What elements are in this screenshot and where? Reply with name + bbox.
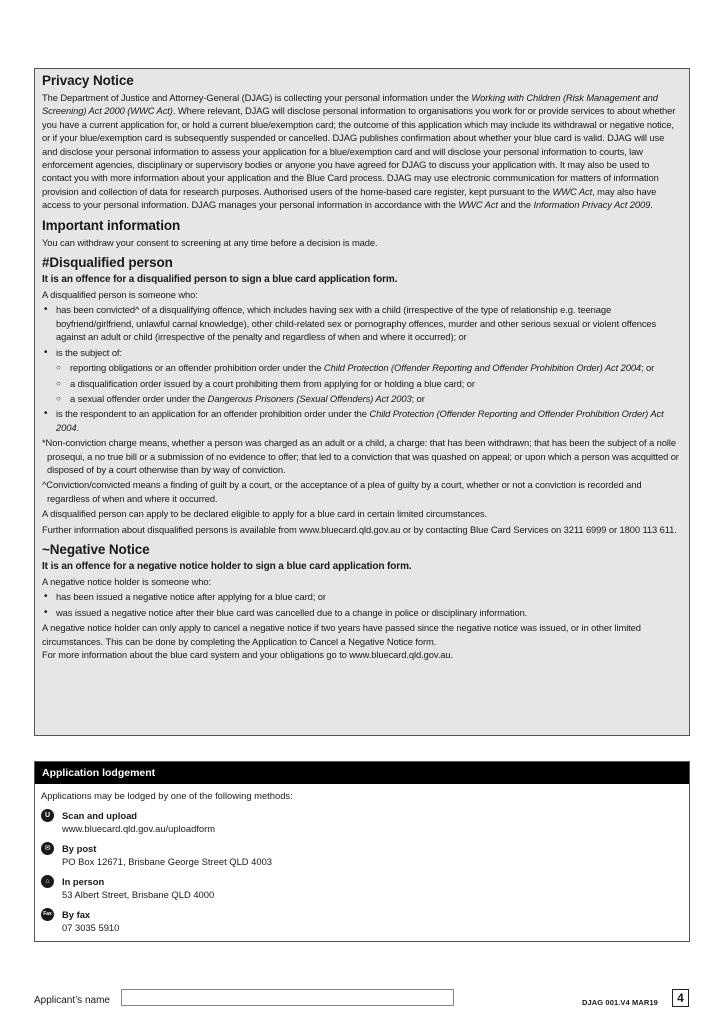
applicant-name-label: Applicant’s name: [34, 995, 110, 1006]
disqualified-person-title: #Disqualified person: [42, 255, 173, 271]
cancel-notice-text: A negative notice holder can only apply to cancel a negative notice if two years have passed since the negative notice was issued, or in other limited circumstances. This can be done by completing the Application to Cancel a Negative Notice form.: [42, 622, 641, 647]
lodgement-intro: Applications may be lodged by one of the following methods:: [41, 790, 293, 801]
list-item: • was issued a negative notice after their blue card was cancelled due to a change in police or disciplinary information.: [42, 606, 681, 619]
application-lodgement-title: Application lodgement: [35, 762, 689, 784]
disqualified-criteria-list: [42, 303, 681, 434]
list-item: ○ reporting obligations or an offender prohibition order under the Child Protection (Offender Reporting and Offender Prohibition Order) Act 2004; or: [42, 361, 681, 374]
method-detail: 07 3035 5910: [62, 922, 120, 933]
method-name: In person: [62, 876, 105, 887]
method-detail: www.bluecard.qld.gov.au/uploadform: [62, 823, 216, 834]
method-post: [41, 842, 683, 868]
eligibility-text: A disqualified person can apply to be declared eligible to apply for a blue card in certain limited circumstances.: [42, 508, 488, 520]
method-fax: [41, 908, 683, 934]
negative-intro: A negative notice holder is someone who:: [42, 575, 212, 587]
privacy-notice-text: The Department of Justice and Attorney-General (DJAG) is collecting your personal information under the Working with Children (Risk Management and Screening) Act 2000 (WWC Act). Where relevant, DJAG will disclose personal information to organisations you work for or provide services to about whether you have a current application for, or hold a current blue/exemption card; the outcome of this application which may include its withdrawal or negative notice, or if your blue/exemption card is subsequently suspended or cancelled. DJAG publishes confirmation about whether your blue card is valid. DJAG will use and disclose your personal information to assess your application for a blue/exemption card and will disclose your personal information to courts, law enforcement agencies, disciplinary or supervisory bodies or anyone you have agreed for DJAG to discuss your application with. It may also be used to contact you with more information about your application and the Blue Card process. DJAG may use electronic communication for matters of information provision and collection of data for research purposes. Authorised users of the home-based care register, kept pursuant to the WWC Act, may also have access to your personal information. DJAG manages your personal information in accordance with the WWC Act and the Information Privacy Act 2009.: [42, 92, 676, 211]
method-in-person: [41, 875, 683, 901]
form-code: DJAG 001.V4 MAR19: [582, 998, 658, 1007]
conviction-note: ^Conviction/convicted means a finding of guilt by a court, or the acceptance of a plea of guilty by a court, whether or not a conviction is recorded and regardless of when and where it occurred.: [42, 479, 642, 504]
more-information-text: For more information about the blue card system and your obligations go to www.bluecard.qld.gov.au.: [42, 649, 453, 660]
list-item: ○ a disqualification order issued by a court prohibiting them from applying for or holding a blue card; or: [42, 377, 681, 390]
negative-offence-statement: It is an offence for a negative notice holder to sign a blue card application form.: [42, 560, 412, 572]
list-item: • has been issued a negative notice after applying for a blue card; or: [42, 590, 681, 603]
disqualified-offence-statement: It is an offence for a disqualified person to sign a blue card application form.: [42, 274, 398, 286]
page-number: 4: [672, 989, 689, 1007]
application-lodgement-panel: [34, 761, 690, 942]
important-information-text: You can withdraw your consent to screening at any time before a decision is made.: [42, 236, 378, 248]
method-name: By fax: [62, 909, 91, 920]
list-item: • is the subject of: ○ reporting obligations or an offender prohibition order under the Child Protection (Offender Reporting and Offender Prohibition Order) Act 2004; or ○ a disqualification order issued by a court prohibiting them from applying for or holding a blue card; or ○ a sexual offender order under the Dangerous Prisoners (Sexual Offenders) Act 2003; or: [42, 346, 681, 406]
privacy-notice-panel: [34, 68, 690, 736]
disqualified-intro: A disqualified person is someone who:: [42, 289, 198, 301]
non-conviction-note: *Non-conviction charge means, whether a person was charged as an adult or a child, a charge: that has been withdrawn; that has been the subject of a nolle prosequi, a no true bill or a submission of no evidence to offer; that led to a conviction that was quashed on appeal; or upon which a person was acquitted or disposed of by a court otherwise than by way of conviction.: [42, 437, 679, 475]
privacy-notice-title: Privacy Notice: [42, 73, 134, 88]
important-information-title: Important information: [42, 217, 181, 233]
negative-criteria-list: [42, 590, 681, 619]
post-icon: ✉: [41, 842, 54, 855]
method-detail: PO Box 12671, Brisbane George Street QLD 4003: [62, 856, 273, 867]
method-scan-upload: [41, 809, 683, 835]
upload-icon: U: [41, 809, 54, 822]
sub-criteria-list: [42, 361, 681, 405]
negative-notice-title: ~Negative Notice: [42, 541, 150, 557]
method-detail: 53 Albert Street, Brisbane QLD 4000: [62, 889, 215, 900]
list-item: • has been convicted^ of a disqualifying offence, which includes having sex with a child (irrespective of the type of relationship e.g. teenage boyfriend/girlfriend, unlawful carnal knowledge), other child-related sex or pornography offences, murder and other serious sexual or violent offences against an adult or child (irrespective of the penalty and regardless of when and where it occurred); or: [42, 303, 681, 343]
further-information-text: Further information about disqualified persons is available from www.bluecard.qld.gov.au or by contacting Blue Card Services on 3211 6999 or 1800 113 611.: [42, 523, 677, 535]
applicant-name-field[interactable]: [121, 989, 454, 1006]
method-name: By post: [62, 843, 97, 854]
building-icon: ⌂: [41, 875, 54, 888]
method-name: Scan and upload: [62, 810, 138, 821]
fax-icon: Fax: [41, 908, 54, 921]
list-item: • is the respondent to an application for an offender prohibition order under the Child Protection (Offender Reporting and Offender Prohibition Order) Act 2004.: [42, 407, 681, 434]
list-item: ○ a sexual offender order under the Dangerous Prisoners (Sexual Offenders) Act 2003; or: [42, 392, 681, 405]
